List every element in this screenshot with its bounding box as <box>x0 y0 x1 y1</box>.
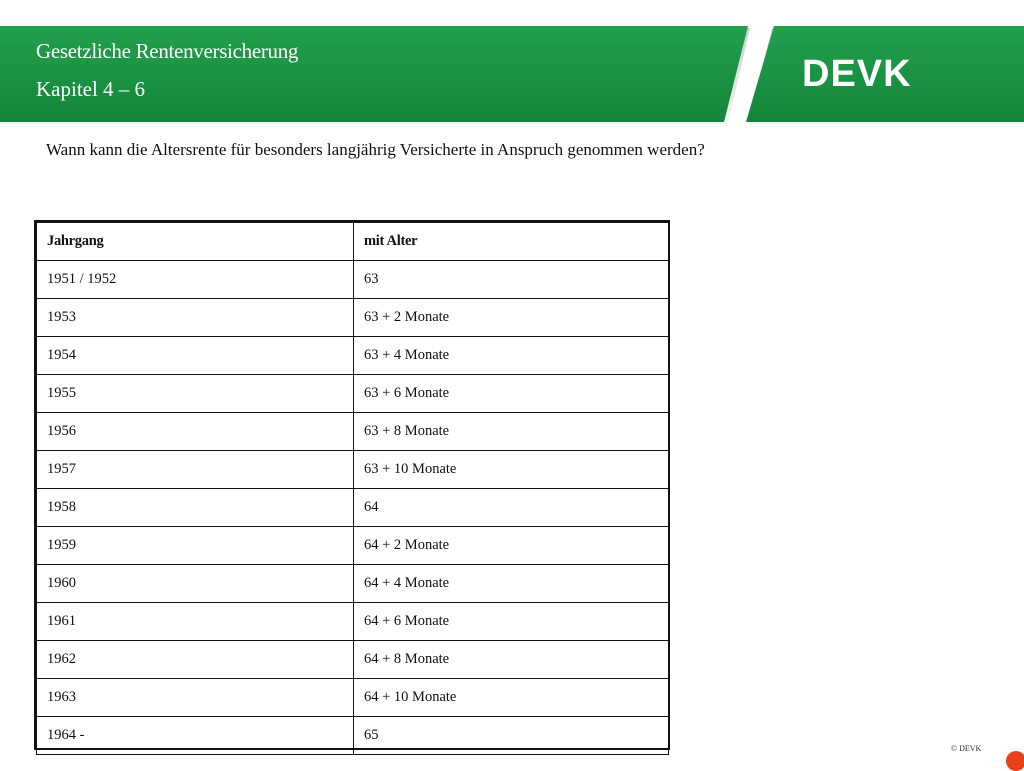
cell-jahrgang: 1960 <box>37 565 354 603</box>
table-row <box>37 451 669 489</box>
table-row <box>37 641 669 679</box>
cell-jahrgang: 1955 <box>37 375 354 413</box>
table-row <box>37 375 669 413</box>
cell-alter: 64 + 8 Monate <box>354 641 669 679</box>
cell-jahrgang: 1953 <box>37 299 354 337</box>
cell-jahrgang: 1958 <box>37 489 354 527</box>
devk-logo: DEVK <box>802 53 912 95</box>
table-row <box>37 489 669 527</box>
table-row <box>37 413 669 451</box>
cell-alter: 63 + 10 Monate <box>354 451 669 489</box>
table-row <box>37 527 669 565</box>
cell-alter: 63 <box>354 261 669 299</box>
table-row <box>37 603 669 641</box>
cell-jahrgang: 1954 <box>37 337 354 375</box>
cell-alter: 64 <box>354 489 669 527</box>
cell-jahrgang: 1951 / 1952 <box>37 261 354 299</box>
table-header-row <box>37 223 669 261</box>
retirement-age-table <box>34 220 670 750</box>
cell-jahrgang: 1956 <box>37 413 354 451</box>
table-row <box>37 299 669 337</box>
cell-alter: 64 + 2 Monate <box>354 527 669 565</box>
table-row <box>37 717 669 755</box>
cell-alter: 63 + 6 Monate <box>354 375 669 413</box>
table-row <box>37 679 669 717</box>
table-row <box>37 261 669 299</box>
cell-alter: 64 + 10 Monate <box>354 679 669 717</box>
column-header-jahrgang: Jahrgang <box>37 223 354 261</box>
cell-alter: 63 + 2 Monate <box>354 299 669 337</box>
corner-dot-decoration <box>1006 751 1024 771</box>
page-title: Gesetzliche Rentenversicherung <box>36 39 299 63</box>
cell-jahrgang: 1963 <box>37 679 354 717</box>
table <box>36 222 669 755</box>
cell-jahrgang: 1957 <box>37 451 354 489</box>
table-row <box>37 565 669 603</box>
cell-alter: 65 <box>354 717 669 755</box>
cell-jahrgang: 1961 <box>37 603 354 641</box>
cell-jahrgang: 1959 <box>37 527 354 565</box>
question-text: Wann kann die Altersrente für besonders langjährig Versicherte in Anspruch genommen werden? <box>46 140 705 159</box>
cell-alter: 63 + 4 Monate <box>354 337 669 375</box>
table-row <box>37 337 669 375</box>
cell-alter: 64 + 6 Monate <box>354 603 669 641</box>
cell-alter: 63 + 8 Monate <box>354 413 669 451</box>
header-banner <box>0 0 1024 124</box>
cell-jahrgang: 1962 <box>37 641 354 679</box>
column-header-mit-alter: mit Alter <box>354 223 669 261</box>
cell-jahrgang: 1964 - <box>37 717 354 755</box>
copyright-notice: © DEVK <box>951 744 982 753</box>
chapter-subtitle: Kapitel 4 – 6 <box>36 77 146 101</box>
cell-alter: 64 + 4 Monate <box>354 565 669 603</box>
